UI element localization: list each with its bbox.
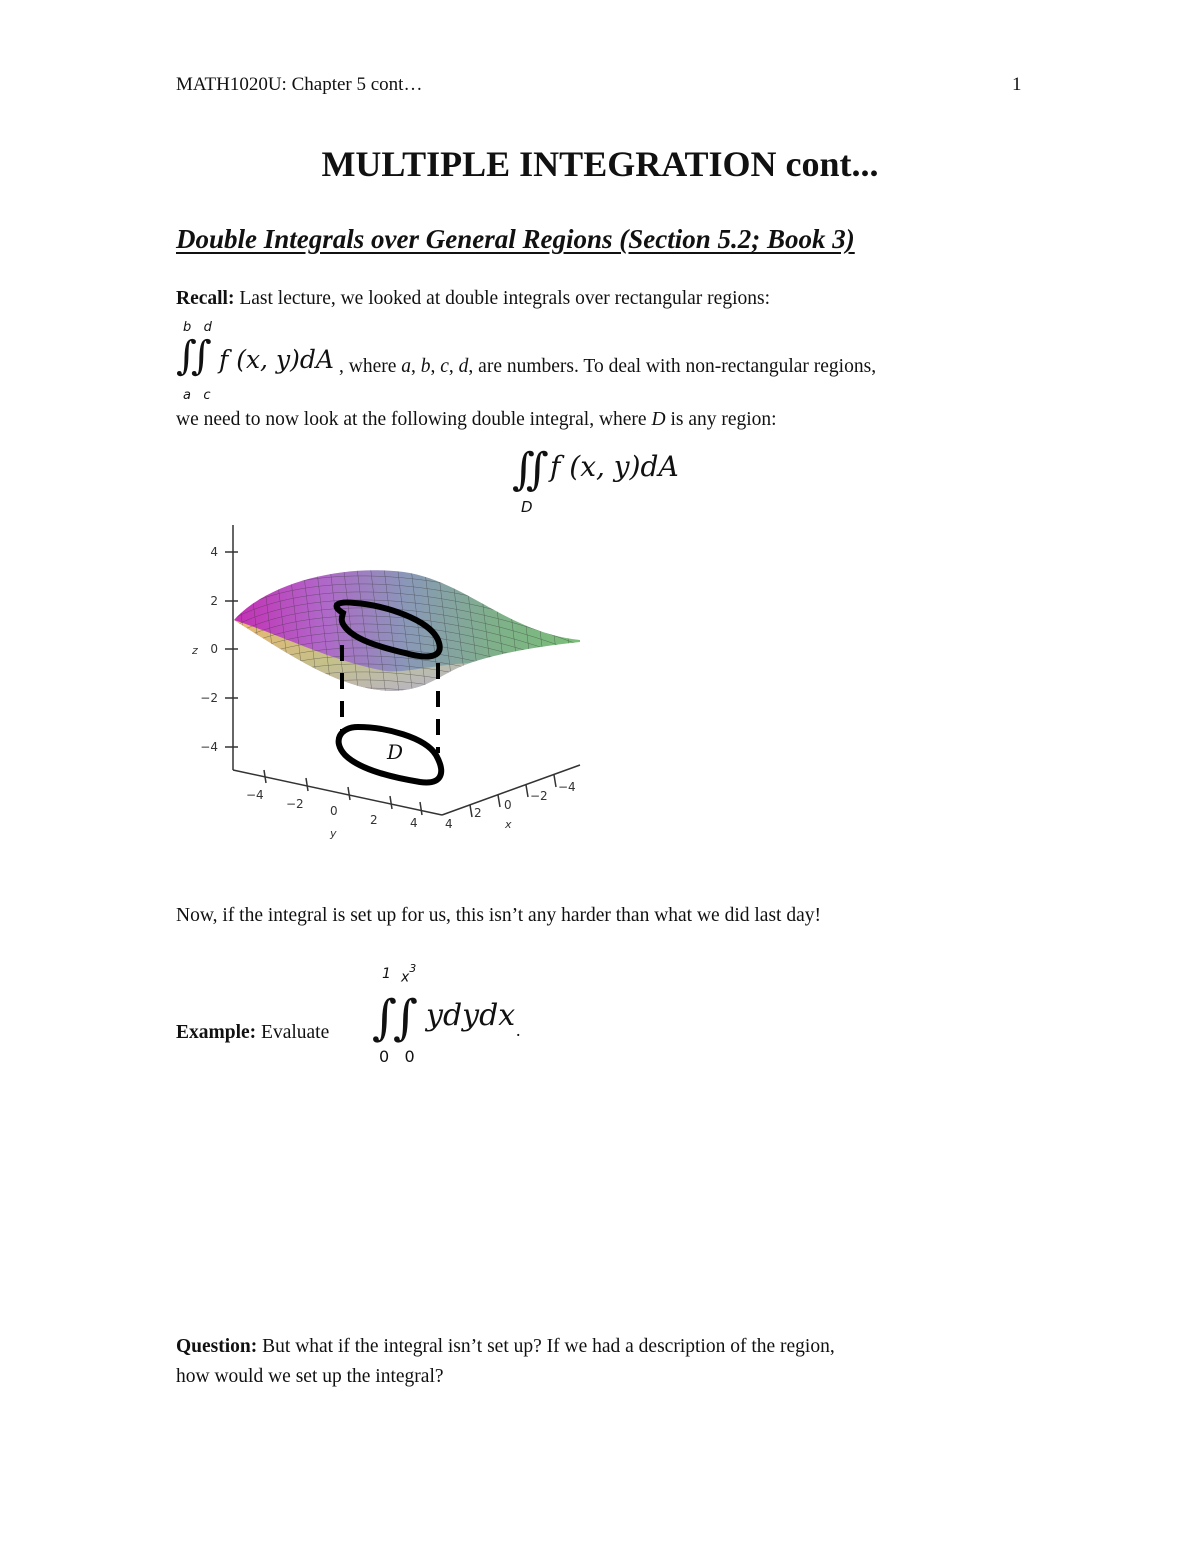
x-tick: 4 xyxy=(445,817,453,831)
var-b: b xyxy=(420,356,431,377)
x-tick: 0 xyxy=(504,798,512,812)
y-tick: 4 xyxy=(410,816,418,830)
y-axis-label: y xyxy=(330,827,337,840)
rect-integrand: f (x, y)dA xyxy=(219,345,334,374)
question-line1 xyxy=(176,1336,835,1358)
double-integral-sign: ∫∫ xyxy=(176,333,206,379)
mesh-line xyxy=(234,555,252,705)
surface-figure xyxy=(180,515,600,845)
text: , are numbers. To deal with non-rectangular regions, xyxy=(468,356,877,377)
text: , xyxy=(430,356,441,377)
z-tick: 2 xyxy=(210,594,218,608)
x-tick: −2 xyxy=(530,789,548,803)
mesh-line xyxy=(545,555,563,705)
z-tick: 0 xyxy=(210,642,218,656)
y-tick: 2 xyxy=(370,813,378,827)
z-axis-label: z xyxy=(192,644,198,657)
y-tick: −4 xyxy=(246,788,264,802)
var-d: d xyxy=(458,356,469,377)
mesh-line xyxy=(558,555,576,705)
now-paragraph: Now, if the integral is set up for us, this isn’t any harder than what we did last day! xyxy=(176,905,821,926)
rect-upper-limits: b d xyxy=(183,320,212,335)
recall-text: Last lecture, we looked at double integrals over rectangular regions: xyxy=(234,288,770,309)
region-d-label: D xyxy=(387,740,404,764)
example-period: . xyxy=(516,1020,521,1040)
var-c: c xyxy=(440,356,449,377)
rect-lower-limits: a c xyxy=(183,388,211,403)
y-tick: −2 xyxy=(286,797,304,811)
question-text: But what if the integral isn’t set up? If we had a description of the region, xyxy=(257,1336,835,1357)
text: , xyxy=(411,356,421,377)
x-tick: 2 xyxy=(474,806,482,820)
example-integrand: ydydx xyxy=(426,998,516,1033)
general-region-label: D xyxy=(521,498,533,516)
z-axis xyxy=(225,525,238,770)
text: we need to now look at the following double integral, where xyxy=(176,409,652,430)
example-inner-upper xyxy=(401,962,417,986)
z-tick: −4 xyxy=(200,740,218,754)
example-outer-upper: 1 xyxy=(382,966,391,982)
recall-line2 xyxy=(339,356,876,378)
general-double-integral-sign: ∫∫ xyxy=(512,444,540,495)
mesh-curve xyxy=(220,688,590,737)
var-x: x xyxy=(401,969,410,986)
z-tick-labels xyxy=(191,545,218,754)
example-label: Example: xyxy=(176,1022,257,1043)
var-a: a xyxy=(401,356,412,377)
recall-line3 xyxy=(176,409,777,431)
section-heading: Double Integrals over General Regions (Section 5.2; Book 3) xyxy=(176,224,855,254)
question-label: Question: xyxy=(176,1336,258,1357)
running-header: MATH1020U: Chapter 5 cont… xyxy=(176,74,423,95)
page-number: 1 xyxy=(1012,74,1022,95)
var-D: D xyxy=(651,409,666,430)
example-lower-limits: 0 0 xyxy=(379,1047,415,1066)
text: is any region: xyxy=(665,409,777,430)
z-tick: −2 xyxy=(200,691,218,705)
general-integrand: f (x, y)dA xyxy=(550,450,679,483)
mesh-line xyxy=(572,555,590,705)
question-line2: how would we set up the integral? xyxy=(176,1366,444,1387)
page-title: MULTIPLE INTEGRATION cont... xyxy=(321,144,879,184)
example-double-integral-sign: ∫∫ xyxy=(372,990,415,1046)
exponent: 3 xyxy=(409,962,417,975)
text: , where xyxy=(339,356,402,377)
x-tick: −4 xyxy=(558,780,576,794)
z-tick: 4 xyxy=(210,545,218,559)
example-text: Evaluate xyxy=(256,1022,330,1043)
text: , xyxy=(448,356,459,377)
y-tick: 0 xyxy=(330,804,338,818)
example-line xyxy=(176,1022,329,1044)
recall-line xyxy=(176,288,770,310)
x-axis-label: x xyxy=(505,818,512,831)
recall-label: Recall: xyxy=(176,288,235,309)
